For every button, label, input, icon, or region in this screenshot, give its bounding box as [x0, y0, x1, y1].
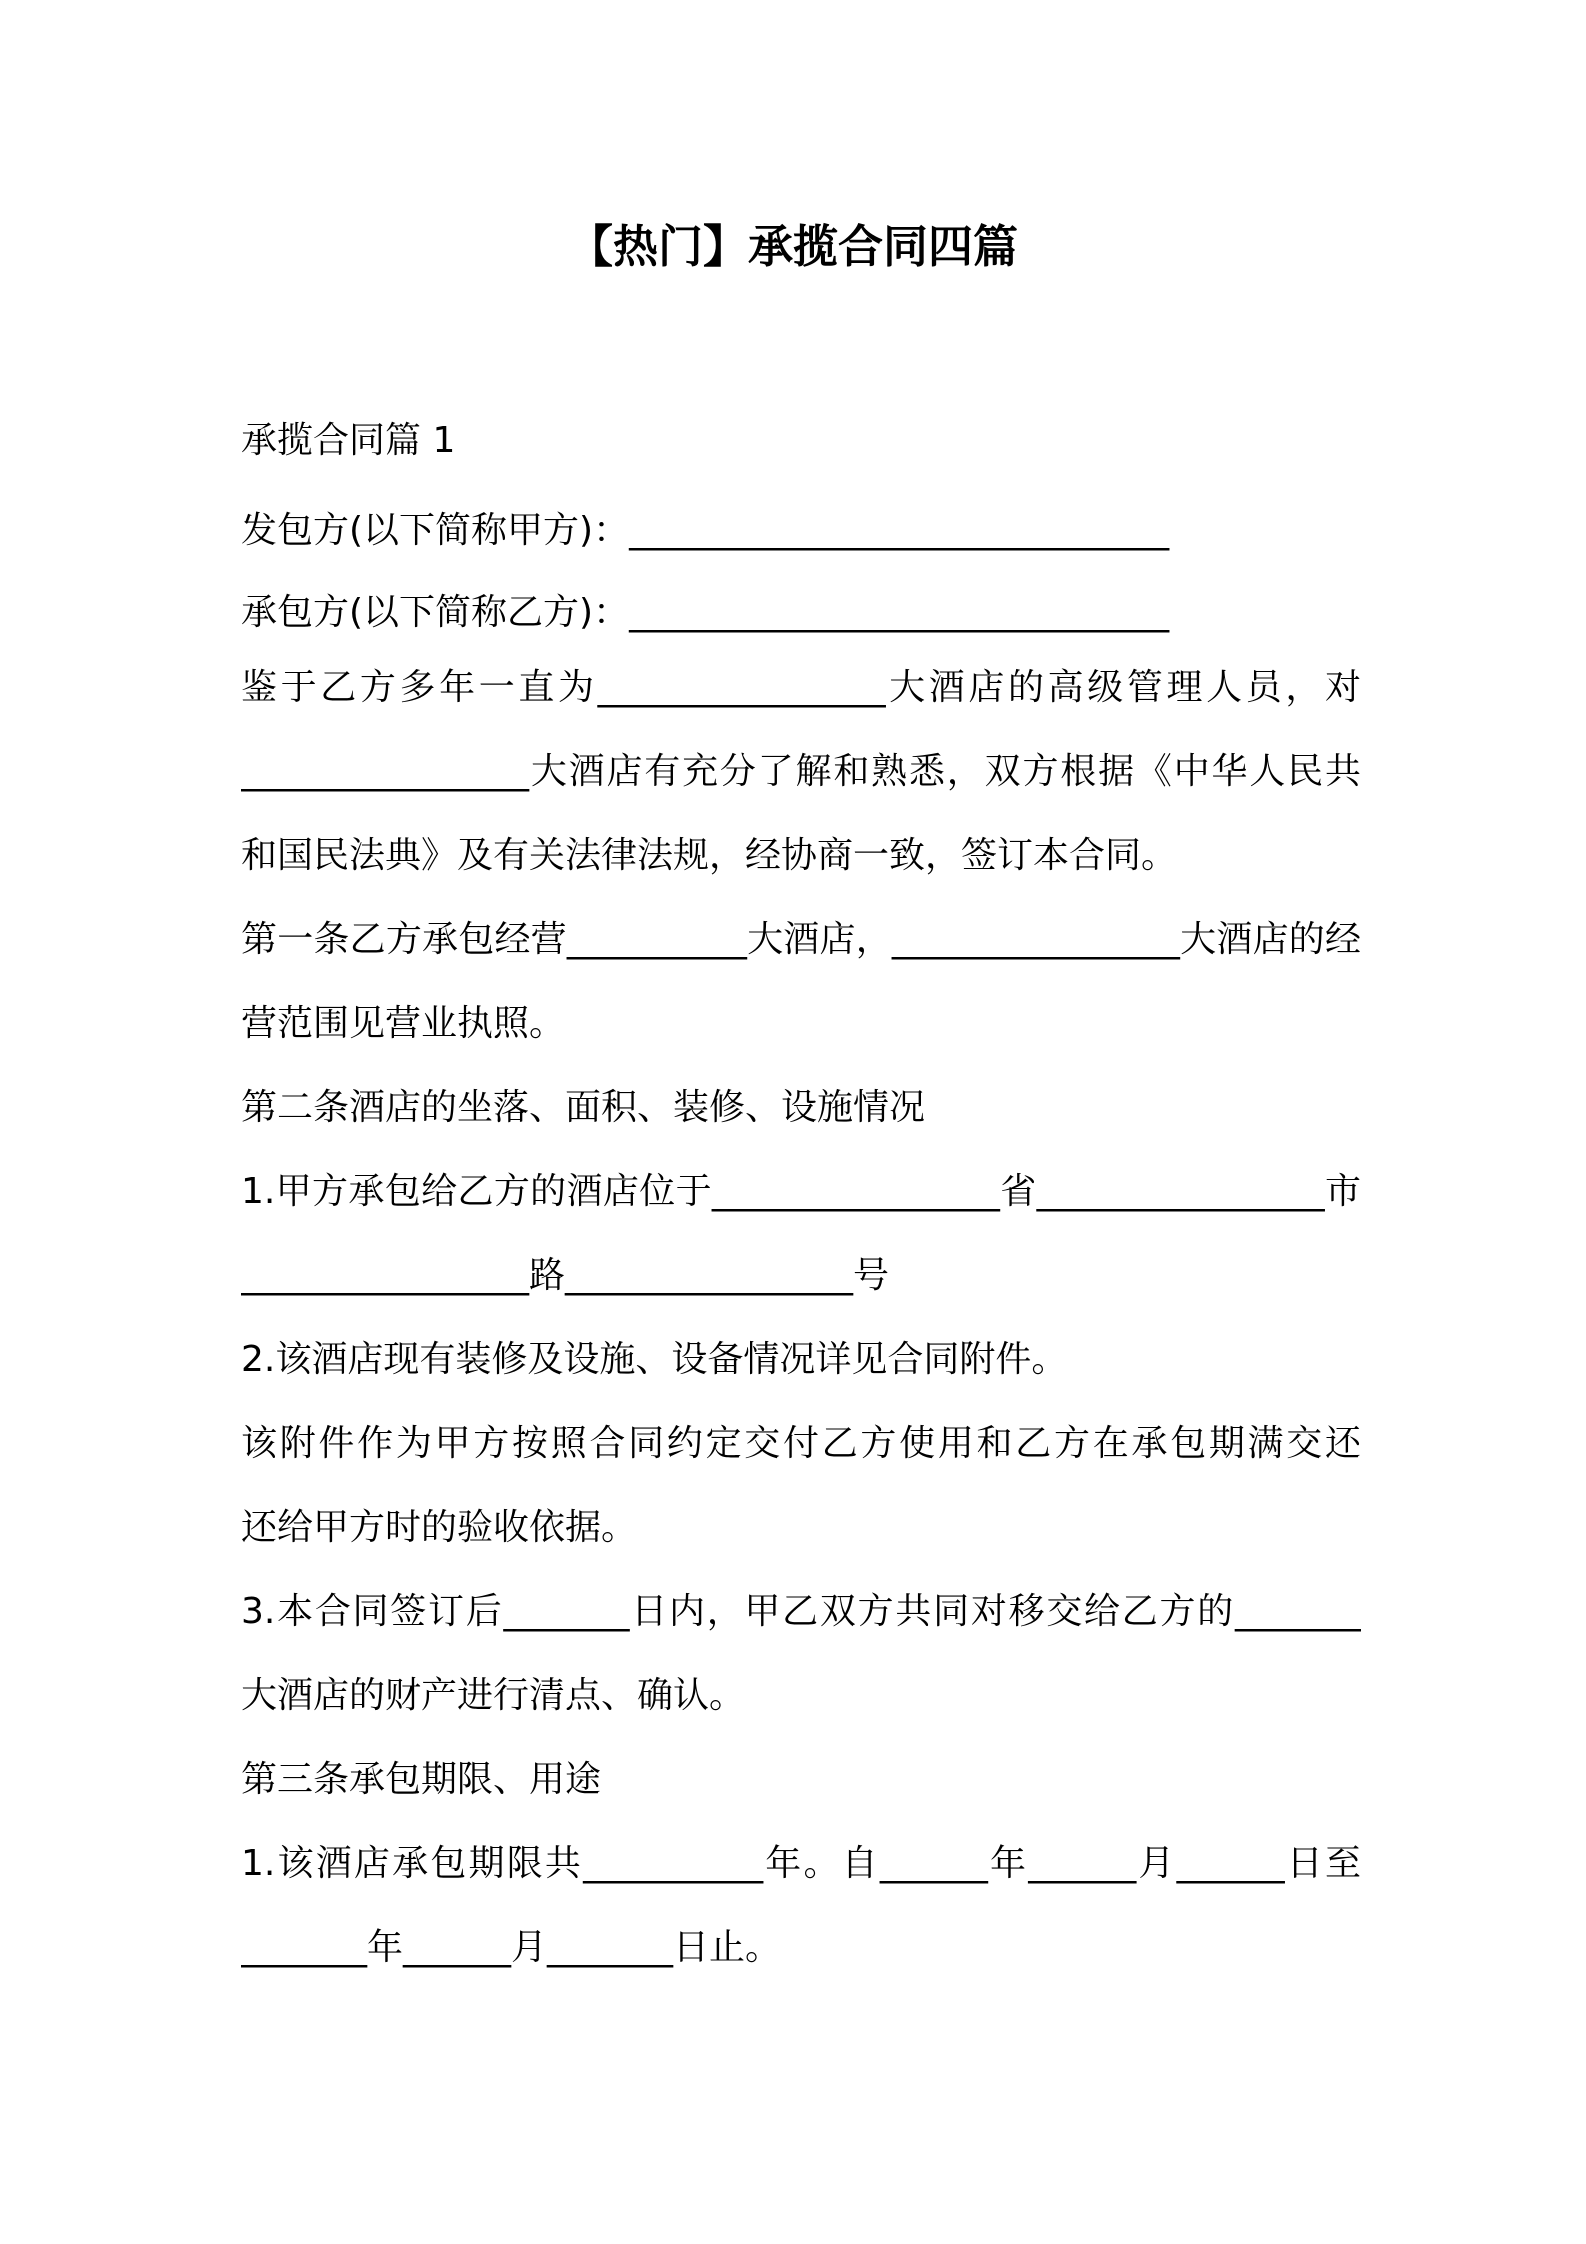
- clause-line: 该附件作为甲方按照合同约定交付乙方使用和乙方在承包期满交还: [241, 1423, 1361, 1464]
- party-b-line: 承包方(以下简称乙方)：______________________________: [241, 592, 1170, 633]
- clause-line: 3.本合同签订后_______日内，甲乙双方共同对移交给乙方的_______: [241, 1591, 1361, 1632]
- article-heading: 第二条酒店的坐落、面积、装修、设施情况: [241, 1087, 926, 1128]
- paragraph-line: 和国民法典》及有关法律法规，经协商一致，签订本合同。: [241, 835, 1178, 876]
- clause-line: 大酒店的财产进行清点、确认。: [241, 1675, 746, 1716]
- clause-line: ________________路________________号: [241, 1255, 889, 1296]
- clause-line: 还给甲方时的验收依据。: [241, 1507, 638, 1548]
- clause-line: _______年______月_______日止。: [241, 1927, 782, 1968]
- clause-line: 1.甲方承包给乙方的酒店位于________________省________________市: [241, 1171, 1361, 1212]
- document-title: 【热门】承揽合同四篇: [567, 220, 1018, 273]
- paragraph-line: ________________大酒店有充分了解和熟悉，双方根据《中华人民共: [241, 751, 1361, 792]
- article-heading: 第三条承包期限、用途: [241, 1759, 602, 1800]
- clause-line: 1.该酒店承包期限共__________年。自______年______月______日至: [241, 1843, 1361, 1884]
- clause-line: 2.该酒店现有装修及设施、设备情况详见合同附件。: [241, 1339, 1068, 1380]
- paragraph-line: 鉴于乙方多年一直为________________大酒店的高级管理人员，对: [241, 667, 1361, 708]
- article-line: 第一条乙方承包经营__________大酒店，________________大酒店的经: [241, 919, 1361, 960]
- party-a-line: 发包方(以下简称甲方)：______________________________: [241, 510, 1170, 551]
- section-heading: 承揽合同篇 1: [241, 420, 456, 461]
- article-line: 营范围见营业执照。: [241, 1003, 566, 1044]
